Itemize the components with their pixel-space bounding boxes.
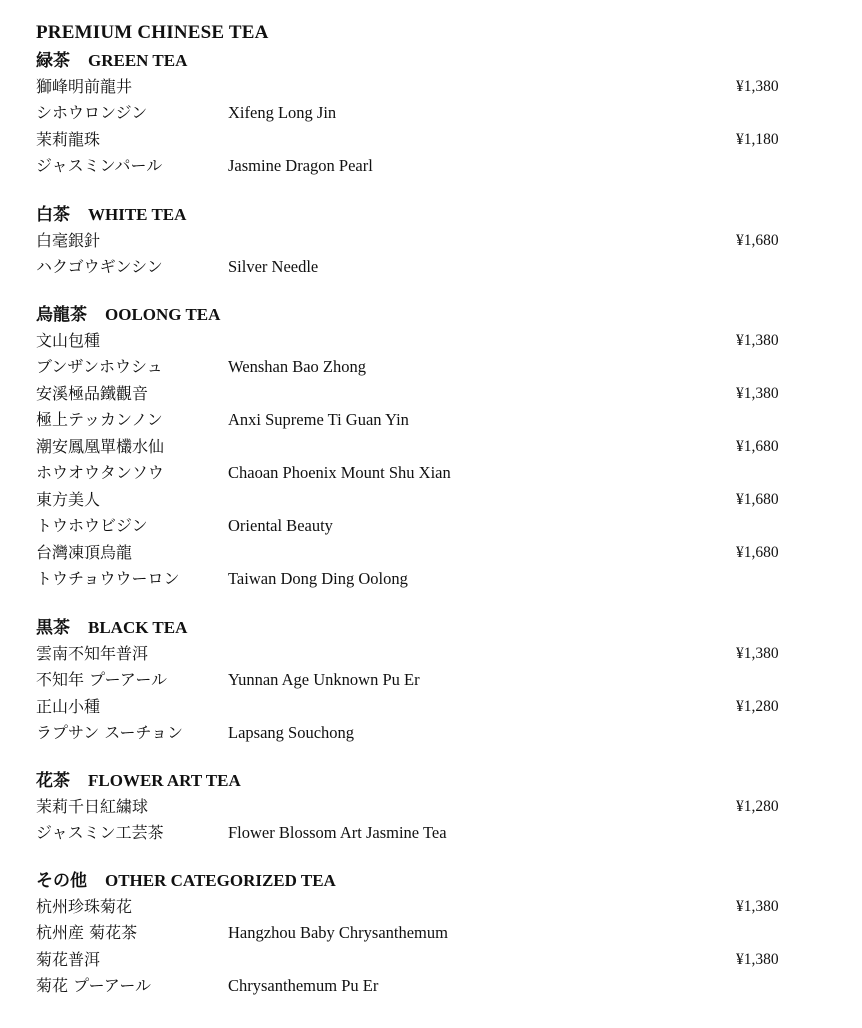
- section-heading-en: GREEN TEA: [88, 51, 188, 70]
- item-name-en: Chrysanthemum Pu Er: [228, 976, 379, 995]
- item-name-kana: 不知年 プーアール: [36, 670, 168, 689]
- item-name-jp: 安溪極品鐵觀音: [36, 384, 149, 403]
- item-price: ¥1,380: [736, 332, 779, 349]
- item-name-jp: 菊花普洱: [36, 950, 101, 969]
- menu-item: [36, 434, 826, 487]
- item-name-jp: 文山包種: [36, 331, 101, 350]
- item-name-kana: ジャスミンパール: [36, 156, 163, 175]
- section-heading-jp: 烏龍茶: [36, 305, 87, 325]
- item-name-jp: 茉莉龍珠: [36, 130, 101, 149]
- menu-item: [36, 328, 826, 381]
- item-price: ¥1,680: [736, 232, 779, 249]
- menu-item: [36, 381, 826, 434]
- section-heading-jp: 黒茶: [36, 618, 70, 638]
- menu-item: [36, 947, 826, 1000]
- item-name-jp: 雲南不知年普洱: [36, 644, 149, 663]
- item-name-en: Chaoan Phoenix Mount Shu Xian: [228, 463, 451, 482]
- menu-item: [36, 127, 826, 180]
- item-price: ¥1,380: [736, 645, 779, 662]
- item-name-kana: トウチョウウーロン: [36, 569, 180, 588]
- menu-item: [36, 794, 826, 847]
- item-name-en: Hangzhou Baby Chrysanthemum: [228, 923, 448, 942]
- section-heading-jp: 緑茶: [36, 51, 70, 71]
- item-name-jp: 東方美人: [36, 490, 101, 509]
- item-name-jp: 潮安鳳凰單欉水仙: [36, 437, 165, 456]
- item-name-kana: ジャスミン工芸茶: [36, 823, 164, 842]
- item-name-en: Silver Needle: [228, 257, 319, 276]
- item-name-kana: 菊花 プーアール: [36, 976, 152, 995]
- menu-item: [36, 641, 826, 694]
- item-name-kana: ラプサン スーチョン: [36, 723, 184, 742]
- item-name-kana: ブンザンホウシュ: [36, 357, 163, 376]
- section-heading: [36, 48, 826, 74]
- item-name-en: Wenshan Bao Zhong: [228, 357, 366, 376]
- item-price: ¥1,380: [736, 951, 779, 968]
- item-name-kana: ホウオウタンソウ: [36, 463, 164, 482]
- menu-section: [36, 768, 826, 847]
- item-price: ¥1,380: [736, 385, 779, 402]
- item-price: ¥1,380: [736, 78, 779, 95]
- item-price: ¥1,180: [736, 131, 779, 148]
- item-name-en: Lapsang Souchong: [228, 723, 355, 742]
- item-name-kana: 杭州産 菊花茶: [36, 923, 138, 942]
- menu-section: [36, 868, 826, 1000]
- section-heading-jp: その他: [36, 871, 87, 891]
- section-heading-en: FLOWER ART TEA: [88, 771, 241, 790]
- section-heading-jp: 花茶: [36, 771, 70, 791]
- section-heading: [36, 302, 826, 328]
- menu-section: [36, 48, 826, 180]
- section-heading-en: BLACK TEA: [88, 618, 188, 637]
- item-name-en: Oriental Beauty: [228, 516, 333, 535]
- section-heading: [36, 868, 826, 894]
- item-name-en: Jasmine Dragon Pearl: [228, 156, 373, 175]
- item-price: ¥1,680: [736, 544, 779, 561]
- item-name-jp: 杭州珍珠菊花: [36, 897, 133, 916]
- section-heading-en: WHITE TEA: [88, 205, 187, 224]
- item-name-en: Anxi Supreme Ti Guan Yin: [228, 410, 409, 429]
- item-name-en: Taiwan Dong Ding Oolong: [228, 569, 408, 588]
- menu-item: [36, 228, 826, 281]
- menu-item: [36, 694, 826, 747]
- item-name-jp: 白毫銀針: [36, 231, 101, 250]
- section-heading-en: OTHER CATEGORIZED TEA: [105, 871, 336, 890]
- section-heading: [36, 615, 826, 641]
- menu-section: [36, 302, 826, 593]
- section-heading-en: OOLONG TEA: [105, 305, 221, 324]
- menu-item: [36, 74, 826, 127]
- item-name-kana: シホウロンジン: [36, 103, 148, 122]
- item-name-jp: 台灣凍頂烏龍: [36, 543, 133, 562]
- item-name-kana: ハクゴウギンシン: [36, 257, 163, 276]
- menu-item: [36, 540, 826, 593]
- item-name-jp: 正山小種: [36, 697, 101, 716]
- item-name-kana: 極上テッカンノン: [36, 410, 163, 429]
- item-name-en: Yunnan Age Unknown Pu Er: [228, 670, 420, 689]
- item-name-en: Xifeng Long Jin: [228, 103, 337, 122]
- item-name-jp: 茉莉千日紅繍球: [36, 797, 149, 816]
- section-heading: [36, 768, 826, 794]
- section-heading: [36, 202, 826, 228]
- section-heading-jp: 白茶: [36, 205, 70, 225]
- menu-section: [36, 202, 826, 281]
- item-name-en: Flower Blossom Art Jasmine Tea: [228, 823, 447, 842]
- item-name-jp: 獅峰明前龍井: [36, 77, 133, 96]
- item-price: ¥1,280: [736, 698, 779, 715]
- menu-section: [36, 615, 826, 747]
- menu-item: [36, 487, 826, 540]
- item-price: ¥1,680: [736, 438, 779, 455]
- menu-item: [36, 894, 826, 947]
- item-name-kana: トウホウビジン: [36, 516, 148, 535]
- item-price: ¥1,380: [736, 898, 779, 915]
- menu-title: PREMIUM CHINESE TEA: [36, 22, 269, 43]
- item-price: ¥1,680: [736, 491, 779, 508]
- item-price: ¥1,280: [736, 798, 779, 815]
